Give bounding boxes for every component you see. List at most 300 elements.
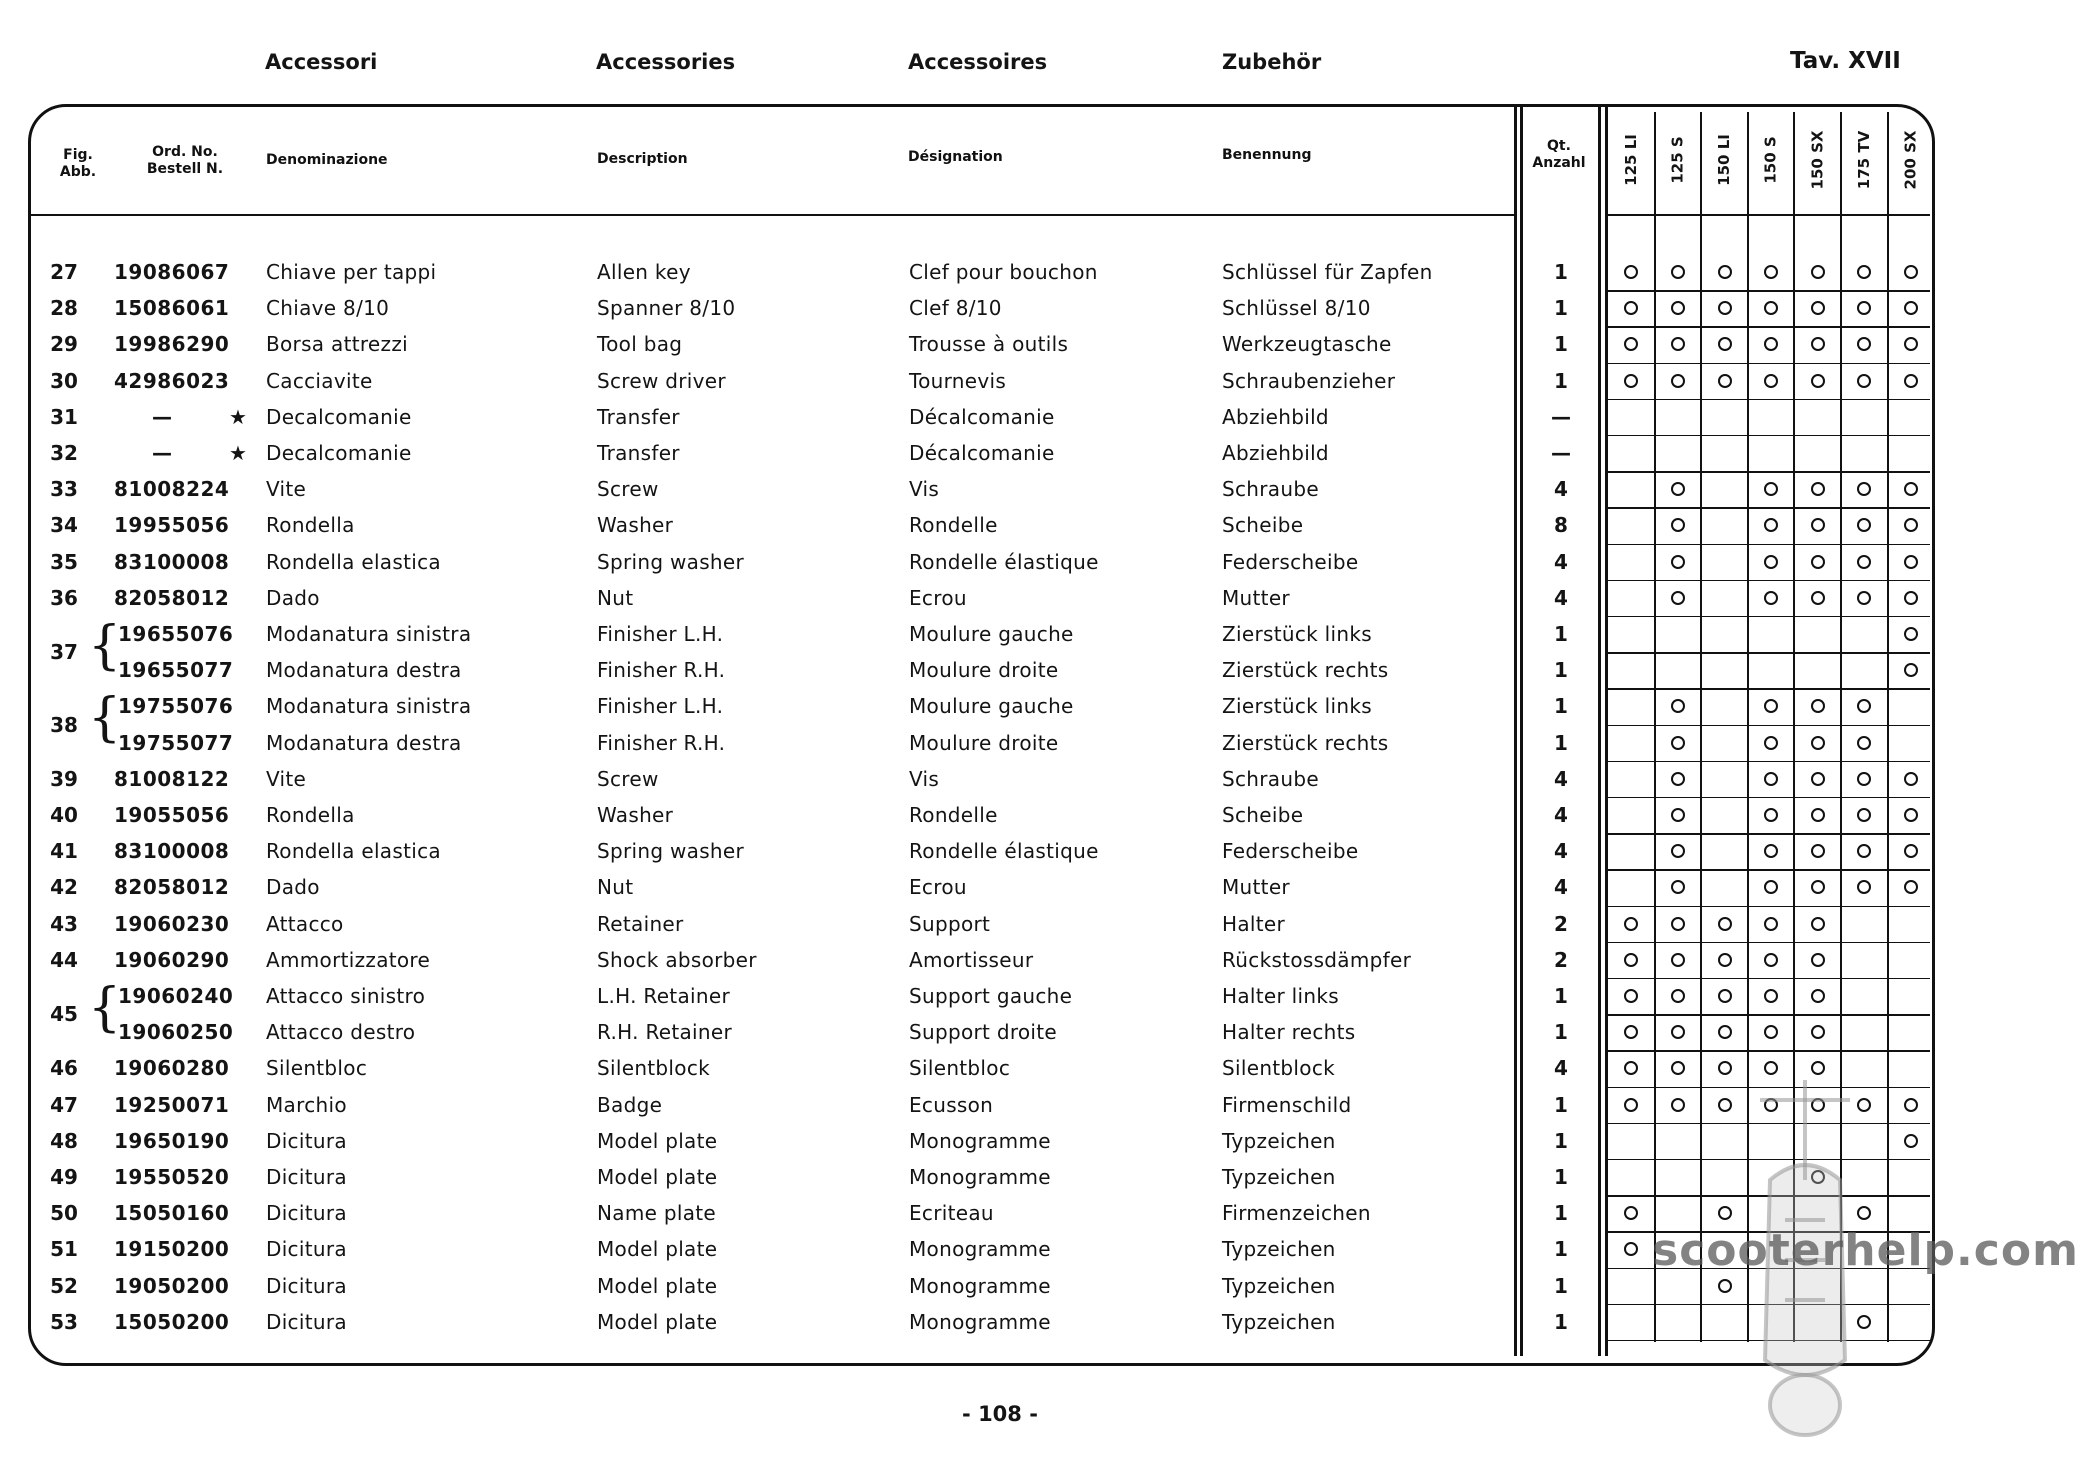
row-german: Zierstück rechts (1222, 658, 1389, 683)
row-german: Schlüssel 8/10 (1222, 296, 1371, 321)
fitment-mark (1764, 555, 1778, 569)
row-english: Screw driver (597, 368, 726, 393)
row-french: Monogramme (909, 1309, 1051, 1334)
fitment-mark (1764, 953, 1778, 967)
fitment-mark (1671, 555, 1685, 569)
fitment-mark (1671, 917, 1685, 931)
row-order-number: 82058012 (114, 585, 230, 610)
row-french: Rondelle élastique (909, 549, 1099, 574)
fitment-mark (1624, 953, 1638, 967)
row-star-marker: ★ (229, 441, 247, 465)
row-italian: Dado (266, 875, 320, 900)
fitment-mark (1718, 265, 1732, 279)
fitment-mark (1811, 844, 1825, 858)
fitment-mark (1904, 591, 1918, 605)
fitment-mark (1811, 917, 1825, 931)
row-order-number: 19550520 (114, 1165, 230, 1189)
model-row-line (1608, 978, 1930, 980)
row-french: Moulure gauche (909, 622, 1074, 646)
row-french: Moulure droite (909, 730, 1059, 755)
row-fig-number: 44 (50, 947, 78, 972)
row-order-number: 19655077 (118, 658, 234, 683)
row-fig-number: 32 (50, 441, 78, 465)
row-french: Amortisseur (909, 947, 1034, 972)
row-german: Zierstück links (1222, 622, 1372, 646)
model-divider-1 (1598, 106, 1601, 1356)
qty-divider-1 (1514, 106, 1517, 1356)
row-german: Scheibe (1222, 803, 1304, 827)
fitment-mark (1904, 265, 1918, 279)
model-header (1608, 128, 1654, 192)
row-order-number: 19250071 (114, 1092, 230, 1117)
col-order-number: Ord. No. Bestell N. (146, 144, 224, 177)
fitment-mark (1904, 663, 1918, 677)
row-order-number: 19086067 (114, 260, 230, 284)
row-french: Clef pour bouchon (909, 260, 1098, 284)
row-fig-number: 51 (50, 1237, 78, 1262)
row-french: Silentbloc (909, 1056, 1011, 1081)
header-german: Zubehör (1222, 50, 1322, 74)
row-fig-number: 47 (50, 1092, 78, 1117)
fitment-mark (1624, 1098, 1638, 1112)
row-quantity: 1 (1554, 1128, 1568, 1153)
row-quantity: 1 (1554, 622, 1568, 646)
fitment-mark (1904, 1098, 1918, 1112)
fitment-mark (1718, 953, 1732, 967)
row-english: Model plate (597, 1128, 718, 1153)
row-italian: Rondella elastica (266, 549, 441, 574)
fitment-mark (1904, 844, 1918, 858)
row-fig-number: 27 (50, 260, 78, 284)
row-quantity: 4 (1554, 839, 1568, 864)
fitment-mark (1811, 482, 1825, 496)
model-header (1701, 128, 1747, 192)
row-fig-number: 52 (50, 1273, 78, 1298)
model-header-label: 150 S (1761, 136, 1780, 184)
row-french: Ecrou (909, 875, 967, 900)
row-order-number: 19060290 (114, 947, 230, 972)
fitment-mark (1811, 591, 1825, 605)
row-german: Schraube (1222, 477, 1319, 502)
fitment-mark (1904, 627, 1918, 641)
row-fig-number: 34 (50, 513, 78, 538)
group-brace-icon: { (88, 616, 122, 676)
row-fig-number: 31 (50, 404, 78, 429)
model-header (1794, 128, 1840, 192)
row-german: Typzeichen (1222, 1309, 1336, 1334)
header-french: Accessoires (908, 50, 1048, 74)
model-header (1748, 128, 1794, 192)
row-german: Abziehbild (1222, 441, 1329, 465)
row-fig-number: 36 (50, 585, 78, 610)
fitment-mark (1671, 1025, 1685, 1039)
fitment-mark (1811, 699, 1825, 713)
row-quantity: 1 (1554, 1020, 1568, 1045)
model-row-line (1608, 652, 1930, 654)
fitment-mark (1811, 265, 1825, 279)
row-german: Silentblock (1222, 1056, 1335, 1081)
fitment-mark (1671, 989, 1685, 1003)
row-quantity: 1 (1554, 1092, 1568, 1117)
col-french: Désignation (908, 149, 1003, 165)
row-french: Monogramme (909, 1128, 1051, 1153)
model-row-line (1608, 688, 1930, 690)
row-german: Halter rechts (1222, 1020, 1356, 1045)
model-column-line (1654, 112, 1656, 1342)
model-row-line (1608, 1050, 1930, 1052)
model-header (1655, 128, 1701, 192)
row-english: L.H. Retainer (597, 984, 730, 1008)
col-quantity: Qt. Anzahl (1532, 138, 1586, 171)
model-row-line (1608, 507, 1930, 509)
row-fig-number: 53 (50, 1309, 78, 1334)
row-order-number: 15050160 (114, 1201, 230, 1226)
row-order-number: 15086061 (114, 296, 230, 321)
row-italian: Modanatura sinistra (266, 622, 472, 646)
row-order-number: 19060280 (114, 1056, 230, 1081)
row-italian: Modanatura destra (266, 658, 462, 683)
row-french: Support droite (909, 1020, 1058, 1045)
row-french: Moulure droite (909, 658, 1059, 683)
group-brace-icon: { (88, 688, 122, 749)
row-quantity: 2 (1554, 947, 1568, 972)
model-row-line (1608, 942, 1930, 944)
fitment-mark (1764, 917, 1778, 931)
row-italian: Dado (266, 585, 320, 610)
fitment-mark (1811, 989, 1825, 1003)
fitment-mark (1857, 736, 1871, 750)
model-row-line (1608, 761, 1930, 763)
row-german: Mutter (1222, 585, 1290, 610)
model-divider-2 (1605, 106, 1608, 1356)
row-italian: Decalcomanie (266, 441, 412, 465)
row-quantity: 2 (1554, 911, 1568, 936)
row-english: Allen key (597, 260, 691, 284)
row-french: Monogramme (909, 1165, 1051, 1189)
plate-number: Tav. XVII (1790, 48, 1901, 74)
fitment-mark (1764, 989, 1778, 1003)
fitment-mark (1811, 337, 1825, 351)
col-english: Description (597, 151, 688, 167)
row-german: Werkzeugtasche (1222, 332, 1392, 357)
row-english: Washer (597, 803, 674, 827)
row-english: Finisher L.H. (597, 622, 724, 646)
row-quantity: 4 (1554, 477, 1568, 502)
model-row-line (1608, 725, 1930, 727)
row-english: Nut (597, 585, 634, 610)
model-header-label: 125 LI (1622, 134, 1640, 186)
row-order-number: 19060240 (118, 984, 234, 1008)
row-french: Clef 8/10 (909, 296, 1002, 321)
row-order-number: — (152, 441, 173, 465)
row-order-number: 19050200 (114, 1273, 230, 1298)
row-german: Zierstück rechts (1222, 730, 1389, 755)
row-german: Firmenschild (1222, 1092, 1352, 1117)
model-column-line (1887, 112, 1889, 1342)
row-fig-number: 29 (50, 332, 78, 357)
fitment-mark (1718, 989, 1732, 1003)
row-italian: Attacco destro (266, 1020, 416, 1045)
row-french: Support gauche (909, 984, 1073, 1008)
row-french: Décalcomanie (909, 404, 1055, 429)
fitment-mark (1718, 374, 1732, 388)
fitment-mark (1811, 880, 1825, 894)
row-german: Federscheibe (1222, 839, 1359, 864)
fitment-mark (1904, 772, 1918, 786)
row-english: Finisher R.H. (597, 658, 726, 683)
row-fig-number: 39 (50, 766, 78, 791)
fitment-mark (1671, 808, 1685, 822)
row-order-number: 19055056 (114, 803, 230, 827)
row-italian: Attacco sinistro (266, 984, 426, 1008)
row-italian: Attacco (266, 911, 344, 936)
row-english: Silentblock (597, 1056, 710, 1081)
row-order-number: 83100008 (114, 549, 230, 574)
row-english: Washer (597, 513, 674, 538)
row-english: Transfer (597, 404, 680, 429)
row-german: Rückstossdämpfer (1222, 947, 1412, 972)
row-order-number: 82058012 (114, 875, 230, 900)
model-row-line (1608, 580, 1930, 582)
fitment-mark (1904, 374, 1918, 388)
row-french: Rondelle (909, 803, 998, 827)
fitment-mark (1857, 374, 1871, 388)
row-english: Tool bag (597, 332, 683, 357)
row-german: Scheibe (1222, 513, 1304, 538)
row-italian: Dicitura (266, 1273, 347, 1298)
fitment-mark (1857, 591, 1871, 605)
row-english: R.H. Retainer (597, 1020, 733, 1045)
row-quantity: 4 (1554, 766, 1568, 791)
fitment-mark (1904, 1134, 1918, 1148)
model-row-line (1608, 797, 1930, 799)
row-quantity: 1 (1554, 1237, 1568, 1262)
fitment-mark (1671, 265, 1685, 279)
fitment-mark (1811, 736, 1825, 750)
row-french: Monogramme (909, 1237, 1051, 1262)
fitment-mark (1811, 808, 1825, 822)
row-french: Tournevis (909, 368, 1007, 393)
row-italian: Rondella elastica (266, 839, 441, 864)
row-quantity: — (1551, 441, 1571, 465)
row-english: Transfer (597, 441, 680, 465)
group-fig-number: 37 (50, 640, 78, 665)
row-order-number: 83100008 (114, 839, 230, 864)
row-order-number: 19060250 (118, 1020, 234, 1045)
page-number: - 108 - (962, 1402, 1038, 1426)
row-german: Schraubenzieher (1222, 368, 1396, 393)
row-german: Zierstück links (1222, 694, 1372, 719)
row-star-marker: ★ (229, 404, 247, 429)
header-english: Accessories (596, 50, 736, 74)
model-row-line (1608, 326, 1930, 328)
row-german: Typzeichen (1222, 1128, 1336, 1153)
row-english: Spring washer (597, 549, 745, 574)
row-english: Screw (597, 766, 659, 791)
row-german: Typzeichen (1222, 1273, 1336, 1298)
row-quantity: 1 (1554, 1309, 1568, 1334)
row-english: Nut (597, 875, 634, 900)
model-header-label: 125 S (1668, 136, 1687, 184)
row-french: Vis (909, 766, 940, 791)
model-column-line (1700, 112, 1702, 1342)
row-english: Model plate (597, 1165, 718, 1189)
row-quantity: 1 (1554, 332, 1568, 357)
fitment-mark (1904, 482, 1918, 496)
row-english: Screw (597, 477, 659, 502)
row-order-number: 42986023 (114, 368, 230, 393)
fitment-mark (1811, 772, 1825, 786)
row-order-number: 81008122 (114, 766, 230, 791)
row-quantity: 4 (1554, 803, 1568, 827)
row-german: Federscheibe (1222, 549, 1359, 574)
fitment-mark (1764, 808, 1778, 822)
fitment-mark (1624, 917, 1638, 931)
row-french: Trousse à outils (909, 332, 1069, 357)
row-quantity: — (1551, 404, 1571, 429)
group-fig-number: 38 (50, 712, 78, 737)
fitment-mark (1904, 301, 1918, 315)
fitment-mark (1671, 953, 1685, 967)
row-order-number: 19060230 (114, 911, 230, 936)
row-german: Schraube (1222, 766, 1319, 791)
row-quantity: 4 (1554, 549, 1568, 574)
row-italian: Dicitura (266, 1128, 347, 1153)
row-french: Vis (909, 477, 940, 502)
row-fig-number: 33 (50, 477, 78, 502)
group-fig-number: 45 (50, 1002, 78, 1027)
row-italian: Modanatura destra (266, 730, 462, 755)
row-quantity: 4 (1554, 585, 1568, 610)
fitment-mark (1811, 518, 1825, 532)
row-quantity: 1 (1554, 368, 1568, 393)
row-french: Décalcomanie (909, 441, 1055, 465)
row-order-number: 19655076 (118, 622, 234, 646)
row-order-number: 19986290 (114, 332, 230, 357)
row-english: Model plate (597, 1273, 718, 1298)
row-fig-number: 50 (50, 1201, 78, 1226)
row-quantity: 4 (1554, 875, 1568, 900)
row-english: Model plate (597, 1237, 718, 1262)
model-row-line (1608, 471, 1930, 473)
row-german: Halter links (1222, 984, 1339, 1008)
model-row-line (1608, 833, 1930, 835)
row-italian: Cacciavite (266, 368, 373, 393)
fitment-mark (1904, 808, 1918, 822)
model-row-line (1608, 544, 1930, 546)
fitment-mark (1671, 301, 1685, 315)
group-brace-icon: { (88, 978, 122, 1038)
model-header (1888, 128, 1934, 192)
row-order-number: 19150200 (114, 1237, 230, 1262)
fitment-mark (1811, 374, 1825, 388)
fitment-mark (1904, 555, 1918, 569)
fitment-mark (1764, 265, 1778, 279)
model-header-label: 150 SX (1808, 130, 1827, 190)
row-fig-number: 46 (50, 1056, 78, 1081)
row-italian: Chiave 8/10 (266, 296, 390, 321)
row-english: Model plate (597, 1309, 718, 1334)
fitment-mark (1811, 953, 1825, 967)
fitment-mark (1671, 736, 1685, 750)
model-header (1841, 128, 1887, 192)
fitment-mark (1811, 301, 1825, 315)
row-quantity: 1 (1554, 984, 1568, 1008)
fitment-mark (1764, 736, 1778, 750)
row-quantity: 4 (1554, 1056, 1568, 1081)
row-german: Abziehbild (1222, 404, 1329, 429)
row-fig-number: 41 (50, 839, 78, 864)
model-row-line (1608, 906, 1930, 908)
model-row-line (1608, 363, 1930, 365)
header-divider (30, 214, 1515, 216)
row-italian: Silentbloc (266, 1056, 368, 1081)
model-header-label: 175 TV (1855, 130, 1873, 190)
row-quantity: 8 (1554, 513, 1568, 538)
row-english: Spanner 8/10 (597, 296, 736, 321)
fitment-mark (1764, 772, 1778, 786)
row-order-number: 19755076 (118, 694, 234, 719)
row-italian: Vite (266, 766, 307, 791)
row-italian: Rondella (266, 803, 355, 827)
row-fig-number: 30 (50, 368, 78, 393)
row-order-number: 19755077 (118, 730, 234, 755)
row-french: Support (909, 911, 991, 936)
row-french: Moulure gauche (909, 694, 1074, 719)
fitment-mark (1811, 555, 1825, 569)
row-italian: Dicitura (266, 1237, 347, 1262)
row-fig-number: 48 (50, 1128, 78, 1153)
row-italian: Dicitura (266, 1165, 347, 1189)
col-italian: Denominazione (266, 152, 388, 168)
row-italian: Vite (266, 477, 307, 502)
row-quantity: 1 (1554, 1273, 1568, 1298)
row-italian: Chiave per tappi (266, 260, 437, 284)
col-fig: Fig. Abb. (59, 147, 97, 180)
model-row-line (1608, 869, 1930, 871)
row-german: Mutter (1222, 875, 1290, 900)
row-fig-number: 40 (50, 803, 78, 827)
row-order-number: 19650190 (114, 1128, 230, 1153)
fitment-mark (1671, 844, 1685, 858)
row-german: Typzeichen (1222, 1165, 1336, 1189)
row-quantity: 1 (1554, 1165, 1568, 1189)
model-row-line (1608, 435, 1930, 437)
row-german: Typzeichen (1222, 1237, 1336, 1262)
row-order-number: 15050200 (114, 1309, 230, 1334)
model-row-line (1608, 290, 1930, 292)
row-fig-number: 35 (50, 549, 78, 574)
row-quantity: 1 (1554, 260, 1568, 284)
fitment-mark (1671, 374, 1685, 388)
model-header-label: 150 LI (1715, 134, 1734, 186)
row-english: Badge (597, 1092, 663, 1117)
row-german: Schlüssel für Zapfen (1222, 260, 1433, 284)
row-order-number: 19955056 (114, 513, 230, 538)
row-quantity: 1 (1554, 658, 1568, 683)
row-italian: Decalcomanie (266, 404, 412, 429)
row-quantity: 1 (1554, 694, 1568, 719)
row-english: Shock absorber (597, 947, 757, 972)
model-row-line (1608, 616, 1930, 618)
qty-divider-2 (1520, 106, 1523, 1356)
row-english: Finisher L.H. (597, 694, 724, 719)
fitment-mark (1671, 772, 1685, 786)
fitment-mark (1671, 1098, 1685, 1112)
fitment-mark (1764, 591, 1778, 605)
row-english: Spring washer (597, 839, 745, 864)
row-order-number: 81008224 (114, 477, 230, 502)
